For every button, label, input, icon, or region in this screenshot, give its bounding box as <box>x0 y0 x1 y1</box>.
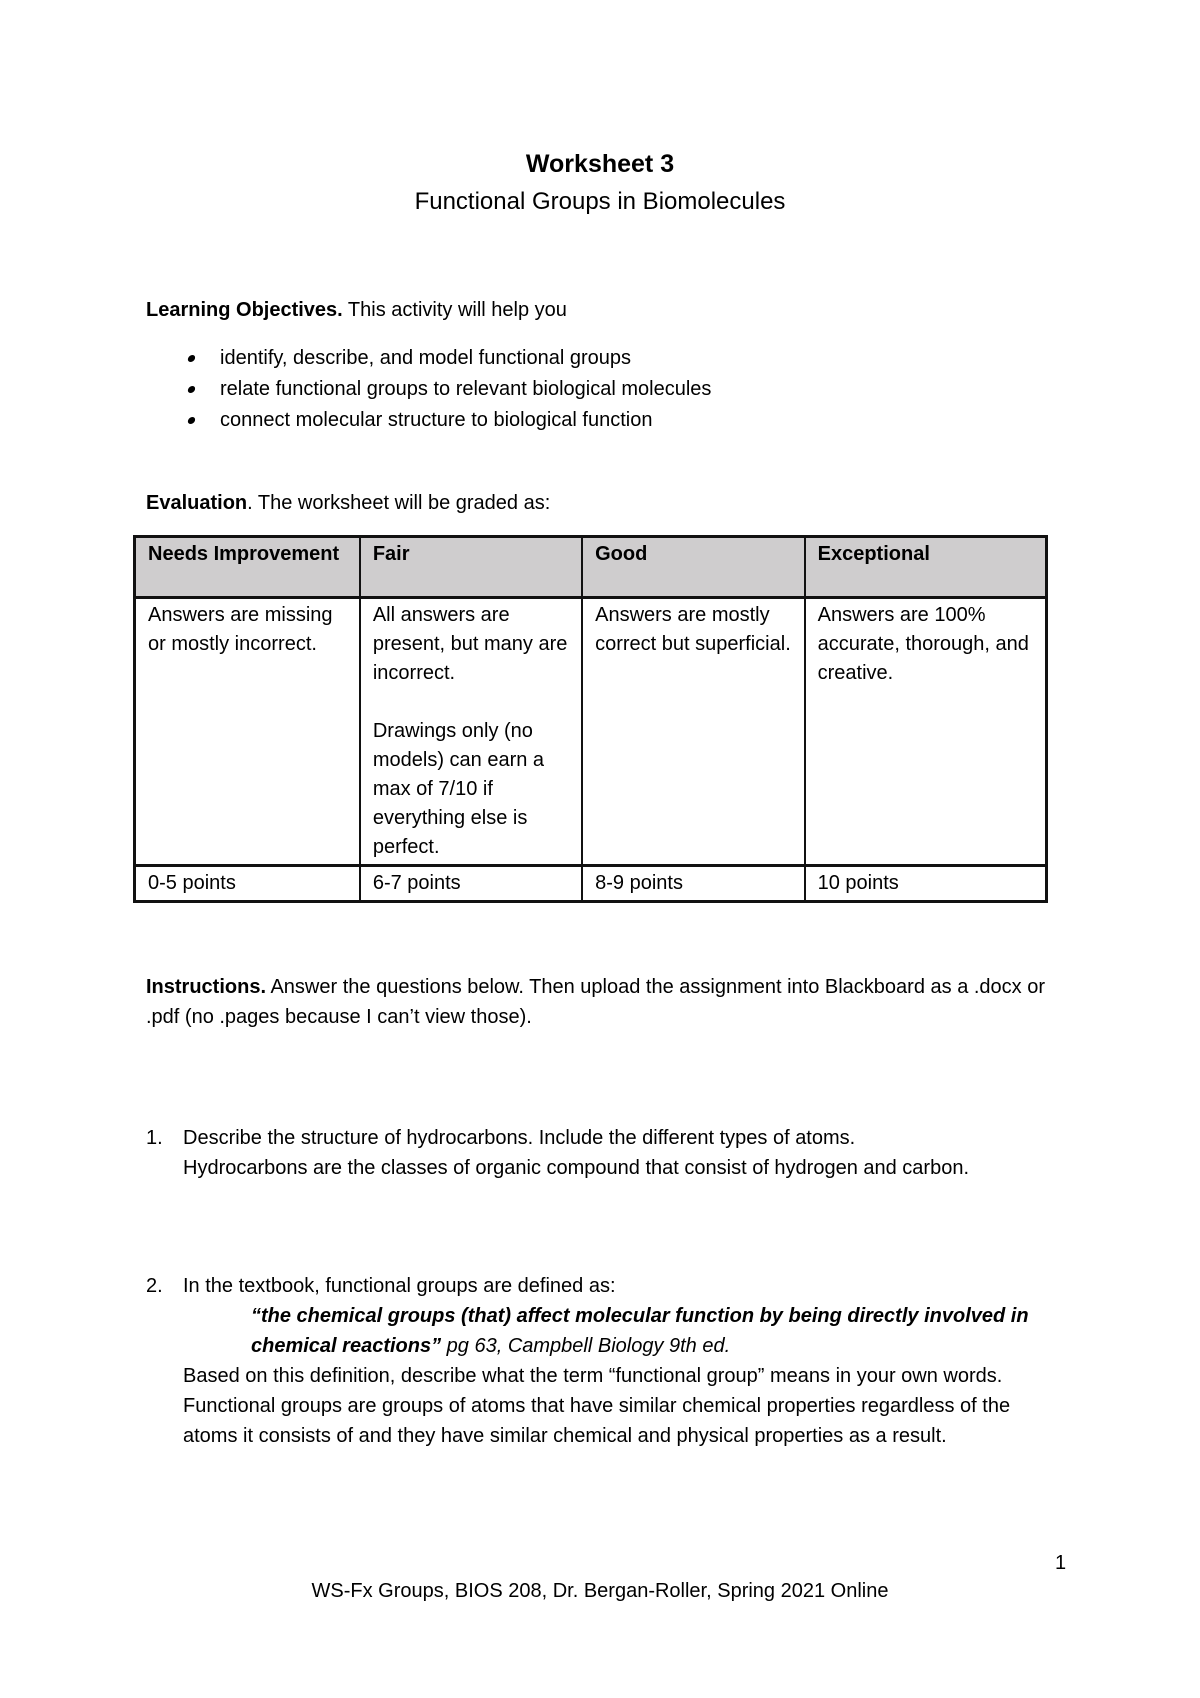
question-prompt: In the textbook, functional groups are defined as: <box>183 1275 616 1297</box>
worksheet-subtitle: Functional Groups in Biomolecules <box>414 188 786 215</box>
textbook-quote <box>251 1301 1066 1361</box>
objective-text: relate functional groups to relevant biological molecules <box>220 378 712 400</box>
objective-item <box>146 405 711 436</box>
question-number: 2. <box>146 1275 163 1297</box>
rubric-points-needs-improvement: 0-5 points <box>135 866 360 902</box>
answer-text[interactable]: Functional groups are groups of atoms that have similar chemical properties regardless of the atoms it consists of and they have similar chemical and physical properties as a result. <box>183 1395 1011 1447</box>
worksheet-title: Worksheet 3 <box>525 150 675 178</box>
learning-objectives-intro: This activity will help you <box>342 299 567 321</box>
grading-rubric-table <box>133 535 1048 903</box>
rubric-cell-needs-improvement: Answers are missing or mostly incorrect. <box>135 598 360 866</box>
instructions-paragraph <box>146 972 1066 1032</box>
rubric-cell-fair <box>360 598 582 866</box>
page-number: 1 <box>1055 1552 1067 1574</box>
objectives-list <box>146 343 711 436</box>
rubric-cell-good: Answers are mostly correct but superficial. <box>582 598 805 866</box>
objective-item <box>146 343 711 374</box>
question-1 <box>146 1123 1066 1183</box>
quote-text: “the chemical groups (that) affect molecular function by being directly involved in chemical reactions” <box>251 1305 1029 1357</box>
rubric-description-row <box>135 598 1047 866</box>
rubric-points-row <box>135 866 1047 902</box>
answer-text[interactable]: Hydrocarbons are the classes of organic compound that consist of hydrogen and carbon. <box>183 1157 970 1179</box>
rubric-cell-exceptional: Answers are 100% accurate, thorough, and creative. <box>805 598 1047 866</box>
quote-citation: pg 63, Campbell Biology 9th ed. <box>441 1335 731 1357</box>
question-prompt: Describe the structure of hydrocarbons. Include the different types of atoms. <box>183 1127 856 1149</box>
fair-drawings-note: Drawings only (no models) can earn a max of 7/10 if everything else is perfect. <box>372 720 545 858</box>
rubric-header-fair: Fair <box>360 537 582 598</box>
learning-objectives-heading <box>146 295 567 325</box>
fair-description: All answers are present, but many are incorrect. <box>372 604 568 684</box>
rubric-points-good: 8-9 points <box>582 866 805 902</box>
question-number: 1. <box>146 1127 163 1149</box>
rubric-header-row <box>135 537 1047 598</box>
instructions-label: Instructions. <box>146 976 267 998</box>
bullet-icon <box>187 355 196 362</box>
learning-objectives-label: Learning Objectives. <box>146 299 343 321</box>
objective-text: identify, describe, and model functional groups <box>220 347 631 369</box>
objective-text: connect molecular structure to biological function <box>220 409 653 431</box>
rubric-points-exceptional: 10 points <box>805 866 1047 902</box>
rubric-header-good: Good <box>582 537 805 598</box>
page-footer: WS-Fx Groups, BIOS 208, Dr. Bergan-Roller, Spring 2021 Online <box>311 1580 889 1602</box>
bullet-icon <box>187 386 196 393</box>
rubric-header-needs-improvement: Needs Improvement <box>135 537 360 598</box>
objective-item <box>146 374 711 405</box>
rubric-header-exceptional: Exceptional <box>805 537 1047 598</box>
instructions-text: Answer the questions below. Then upload the assignment into Blackboard as a .docx or .pdf (no .pages because I can’t view those). <box>146 976 1046 1028</box>
evaluation-label: Evaluation <box>146 492 248 514</box>
evaluation-heading <box>146 488 550 518</box>
bullet-icon <box>187 417 196 424</box>
question-2 <box>146 1271 1066 1451</box>
question-followup: Based on this definition, describe what the term “functional group” means in your own words. <box>183 1365 1003 1387</box>
evaluation-intro: . The worksheet will be graded as: <box>247 492 551 514</box>
rubric-points-fair: 6-7 points <box>360 866 582 902</box>
